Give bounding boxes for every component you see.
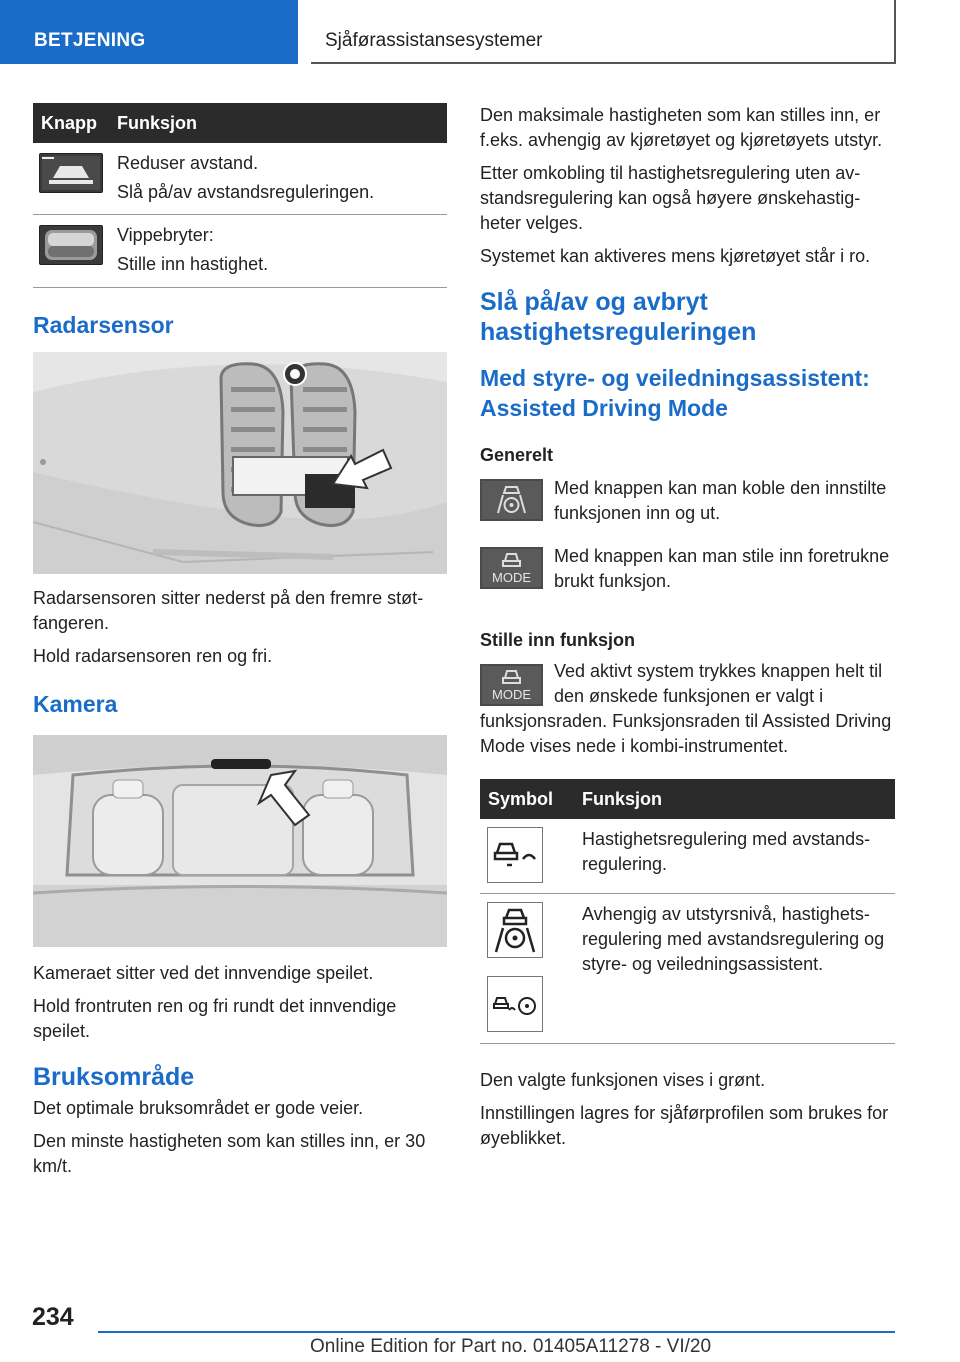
distance-control-symbol-icon bbox=[487, 827, 543, 883]
symbol-table bbox=[480, 779, 895, 1044]
mode-label: MODE bbox=[492, 570, 531, 585]
section-heading-on-off: Slå på/av og avbryt hastighetsreguleringen bbox=[480, 288, 757, 346]
right-column bbox=[480, 103, 895, 1159]
camera-text-2: Hold frontruten ren og fri rundt det innvendige speilet. bbox=[33, 995, 397, 1041]
edition-text: Online Edition for Part no. 01405A11278 - VI/20 bbox=[310, 1336, 712, 1357]
right-text-3: Systemet kan aktiveres mens kjøretøyet står i ro. bbox=[480, 246, 871, 266]
table-header-symbol: Symbol bbox=[480, 779, 574, 819]
set-function-text-full: funksjonsraden. Funksjonsraden til Assisted Driving Mode vises nede i kombi-instrumentet. bbox=[480, 711, 892, 756]
set-function-heading: Stille inn funksjon bbox=[480, 630, 636, 650]
distance-steering-symbol-icon bbox=[487, 976, 543, 1032]
table-header-row bbox=[480, 779, 895, 819]
general-item-2-text: Med knappen kan man stile inn foretrukne brukt funksjon. bbox=[554, 546, 890, 591]
mode-button-icon bbox=[480, 664, 543, 706]
radar-text-1: Radarsensoren sitter nederst på den fremre støtfangeren. bbox=[33, 587, 424, 633]
radar-sensor-figure bbox=[33, 352, 447, 574]
chapter-title: Sjåførassistansesystemer bbox=[325, 30, 543, 51]
row2-line1: Vippebryter: bbox=[117, 224, 214, 245]
page-number: 234 bbox=[32, 1303, 74, 1331]
section-tab[interactable] bbox=[0, 0, 298, 64]
right-text-1: Den maksimale hastigheten som kan stilles inn, er f.eks. avhengig av kjøretøyet og kjøretøyets utstyr. bbox=[480, 105, 883, 150]
mode-label: MODE bbox=[492, 687, 531, 702]
section-title: BETJENING bbox=[34, 30, 146, 51]
chapter-header bbox=[311, 0, 896, 64]
table-row bbox=[33, 143, 447, 214]
row1-line2: Slå på/av avstandsreguleringen. bbox=[117, 182, 375, 202]
footer-divider bbox=[98, 1331, 895, 1333]
radar-text-2: Hold radarsensoren ren og fri. bbox=[33, 645, 273, 666]
right-text-2: Etter omkobling til hastighetsregulering uten avstandsregulering kan også høyere ønskehastigheter velges. bbox=[480, 163, 861, 233]
symbol-row1-text: Hastighetsregulering med avstandsregulering. bbox=[574, 819, 895, 893]
steering-assist-symbol-icon bbox=[487, 902, 543, 958]
table-header-row bbox=[33, 103, 447, 143]
distance-button-icon bbox=[39, 153, 103, 193]
car-interior-illustration bbox=[33, 735, 447, 947]
table-row bbox=[480, 819, 895, 893]
table-row bbox=[33, 214, 447, 287]
right-text-5: Innstillingen lagres for sjåførprofilen som brukes for øyeblikket. bbox=[480, 1102, 889, 1148]
rocker-switch-icon bbox=[39, 225, 103, 265]
general-item-1-text: Med knappen kan man koble den innstilte funksjonen inn og ut. bbox=[554, 478, 887, 523]
table-header-knapp: Knapp bbox=[33, 103, 109, 143]
usage-text-2: Den minste hastigheten som kan stilles inn, er 30 km/t. bbox=[33, 1130, 426, 1176]
general-heading: Generelt bbox=[480, 445, 554, 465]
table-header-funksjon: Funksjon bbox=[574, 779, 895, 819]
button-table bbox=[33, 103, 447, 288]
set-function-block bbox=[480, 659, 895, 759]
row2-line2: Stille inn hastighet. bbox=[117, 253, 269, 274]
camera-heading: Kamera bbox=[33, 690, 118, 717]
general-item-2 bbox=[480, 544, 895, 602]
usage-text-1: Det optimale bruksområdet er gode veier. bbox=[33, 1097, 364, 1118]
symbol-row2-text: Avhengig av utstyrsnivå, hastighetsregulering med avstandsregulering og styre- og veiledningsassistent. bbox=[574, 893, 895, 1043]
camera-text-1: Kameraet sitter ved det innvendige speilet. bbox=[33, 962, 374, 983]
camera-figure bbox=[33, 735, 447, 947]
radar-heading: Radarsensor bbox=[33, 311, 174, 338]
table-header-funksjon: Funksjon bbox=[109, 103, 447, 143]
section-heading-assisted-driving: Med styre- og veiledningsassistent: Assisted Driving Mode bbox=[480, 365, 870, 421]
right-text-4: Den valgte funksjonen vises i grønt. bbox=[480, 1069, 766, 1090]
car-front-illustration bbox=[33, 352, 447, 574]
general-item-1 bbox=[480, 476, 895, 534]
row1-line1: Reduser avstand. bbox=[117, 153, 259, 173]
mode-button-icon bbox=[480, 547, 543, 589]
table-row bbox=[480, 893, 895, 1043]
usage-heading: Bruksområde bbox=[33, 1062, 195, 1091]
left-column bbox=[33, 103, 447, 1187]
assisted-driving-button-icon bbox=[480, 479, 543, 521]
set-function-text-wrap: Ved aktivt system trykkes knappen helt til den ønskede funksjonen er valgt i bbox=[554, 661, 883, 706]
